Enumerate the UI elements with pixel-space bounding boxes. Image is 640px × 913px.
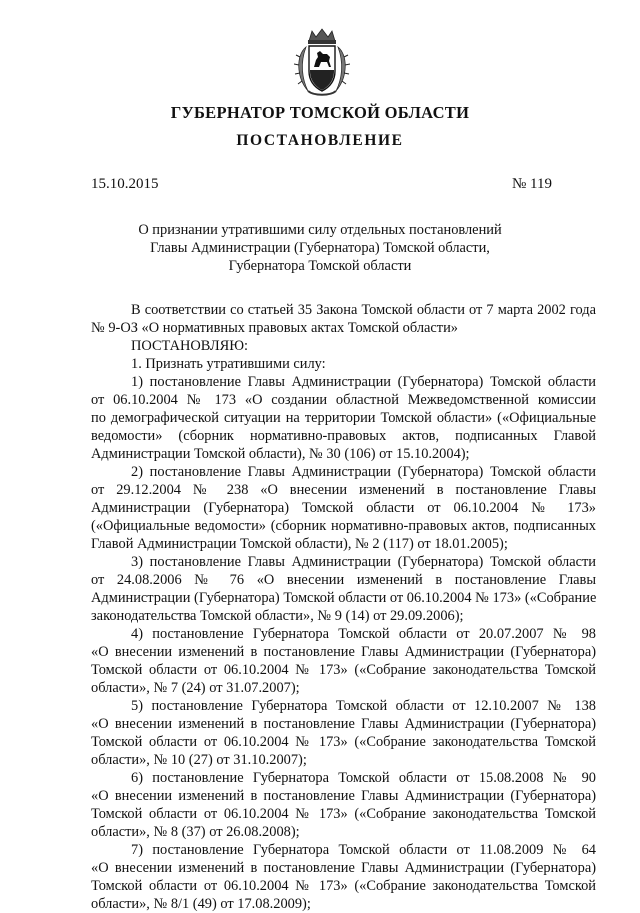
list-item [91, 373, 596, 463]
item-line: области», № 7 (24) от 31.07.2007); [91, 680, 300, 696]
document-type: ПОСТАНОВЛЕНИЕ [236, 132, 404, 149]
item-line: 6) постановление Губернатора Томской области от 15.08.2008 № 90 [131, 770, 596, 786]
item-line: 5) постановление Губернатора Томской области от 12.10.2007 № 138 [131, 698, 596, 714]
item-line: Администрации (Губернатора) Томской области от 06.10.2004 № 173» [91, 500, 596, 516]
item-line: от 29.12.2004 № 238 «О внесении изменений в постановление Главы [91, 482, 596, 498]
item-line: «О внесении изменений в постановление Главы Администрации (Губернатора) [91, 644, 596, 660]
item-line: области», № 8/1 (49) от 17.08.2009); [91, 896, 311, 912]
item-line: 7) постановление Губернатора Томской области от 11.08.2009 № 64 [131, 842, 596, 858]
subject-line: Главы Администрации (Губернатора) Томской области, [150, 240, 490, 256]
list-item [91, 463, 596, 553]
item-line: Томской области от 06.10.2004 № 173» («Собрание законодательства Томской [91, 662, 596, 678]
item-line: «О внесении изменений в постановление Главы Администрации (Губернатора) [91, 716, 596, 732]
resolve-heading: ПОСТАНОВЛЯЮ: [131, 338, 249, 354]
list-item [91, 697, 596, 769]
item-line: области», № 8 (37) от 26.08.2008); [91, 824, 300, 840]
list-item [91, 625, 596, 697]
item-line: Главой Администрации Томской области), № 2 (117) от 18.01.2005); [91, 536, 508, 552]
item-line: по демографической ситуации на территории Томской области» («Официальные [91, 410, 596, 426]
item-line: 2) постановление Главы Администрации (Губернатора) Томской области [131, 464, 596, 480]
item-line: «О внесении изменений в постановление Главы Администрации (Губернатора) [91, 788, 596, 804]
item-line: области», № 10 (27) от 31.10.2007); [91, 752, 307, 768]
item-line: 4) постановление Губернатора Томской области от 20.07.2007 № 98 [131, 626, 596, 642]
subject-line: Губернатора Томской области [228, 258, 412, 274]
item-line: «О внесении изменений в постановление Главы Администрации (Губернатора) [91, 860, 596, 876]
document-subject [0, 221, 640, 275]
document-number: № 119 [511, 176, 552, 192]
preamble-line: № 9-ОЗ «О нормативных правовых актах Томской области» [91, 320, 458, 336]
document-date: 15.10.2015 [91, 176, 159, 192]
list-item [91, 841, 596, 913]
subject-line: О признании утратившими силу отдельных постановлений [138, 222, 502, 238]
item-line: Томской области от 06.10.2004 № 173» («Собрание законодательства Томской [91, 734, 596, 750]
document-body [91, 301, 596, 913]
tomsk-coat-of-arms-icon [294, 27, 350, 99]
item-line: 1) постановление Главы Администрации (Губернатора) Томской области [131, 374, 596, 390]
item-line: Томской области от 06.10.2004 № 173» («Собрание законодательства Томской [91, 806, 596, 822]
preamble [91, 301, 596, 337]
item-line: («Официальные ведомости» (сборник нормативно-правовых актов, подписанных [91, 518, 596, 534]
list-item [91, 769, 596, 841]
item-line: 3) постановление Главы Администрации (Губернатора) Томской области [131, 554, 596, 570]
item-line: от 06.10.2004 № 173 «О создании областной Межведомственной комиссии [91, 392, 596, 408]
item-line: Администрации Томской области), № 30 (106) от 15.10.2004); [91, 446, 470, 462]
item-line: ведомости» (сборник нормативно-правовых актов, подписанных Главой [91, 428, 596, 444]
point-1: 1. Признать утратившими силу: [131, 356, 326, 372]
list-item [91, 553, 596, 625]
item-line: законодательства Томской области», № 9 (14) от 29.09.2006); [91, 608, 464, 624]
item-line: Томской области от 06.10.2004 № 173» («Собрание законодательства Томской [91, 878, 596, 894]
item-line: Администрации (Губернатора) Томской области от 06.10.2004 № 173» («Собрание [91, 590, 597, 606]
item-line: от 24.08.2006 № 76 «О внесении изменений в постановление Главы [91, 572, 596, 588]
authority-title: ГУБЕРНАТОР ТОМСКОЙ ОБЛАСТИ [170, 103, 470, 122]
preamble-line: В соответствии со статьей 35 Закона Томской области от 7 марта 2002 года [131, 302, 596, 318]
